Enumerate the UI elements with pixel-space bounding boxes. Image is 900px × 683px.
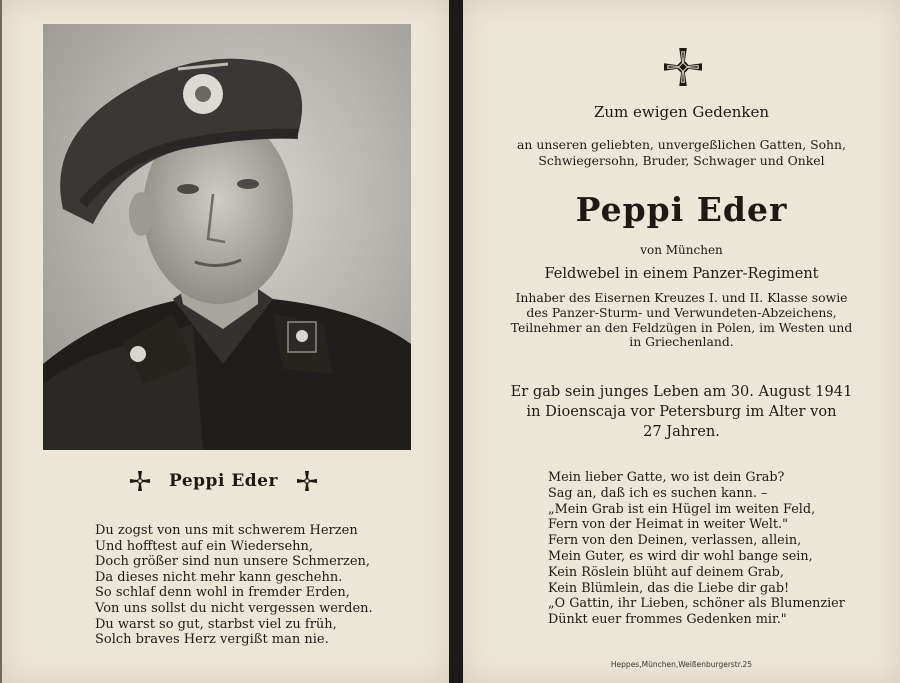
- poem-line: Kein Röslein blüht auf deinem Grab,: [548, 564, 784, 580]
- honors-line: Inhaber des Eisernen Kreuzes I. und II. Klasse sowie: [515, 290, 848, 305]
- honors-line: Teilnehmer an den Feldzügen in Polen, im Westen und: [510, 319, 853, 335]
- relation-line: an unseren geliebten, unvergeßlichen Gatten, Sohn,: [517, 137, 846, 152]
- honors-line: in Griechenland.: [629, 334, 734, 350]
- poem-line: So schlaf denn wohl in fremder Erden,: [95, 585, 350, 601]
- poem-line: Doch größer sind nun unsere Schmerzen,: [95, 554, 371, 570]
- poem-line: Mein Guter, es wird dir wohl bange sein,: [548, 548, 813, 564]
- poem-line: Von uns sollst du nicht vergessen werden.: [95, 600, 373, 616]
- honors-line: des Panzer-Sturm- und Verwundeten-Abzeichens,: [526, 304, 837, 320]
- left-panel-name: Peppi Eder: [169, 470, 278, 491]
- poem-line: Fern von der Heimat in weiter Welt.": [548, 517, 788, 533]
- honors-text: [463, 291, 900, 350]
- right-poem: [548, 470, 893, 628]
- death-line: Er gab sein junges Leben am 30. August 1941: [510, 383, 853, 400]
- poem-line: Und hofftest auf ein Wiedersehn,: [95, 538, 314, 554]
- poem-line: Du zogst von uns mit schwerem Herzen: [95, 523, 358, 538]
- poem-line: „O Gattin, ihr Lieben, schöner als Blumenzier: [548, 596, 845, 612]
- poem-line: Du warst so gut, starbst viel zu früh,: [95, 616, 337, 632]
- poem-line: Fern von den Deinen, verlassen, allein,: [548, 533, 802, 549]
- poem-line: Kein Blümlein, das die Liebe dir gab!: [548, 580, 790, 596]
- memorial-heading: Zum ewigen Gedenken: [593, 103, 770, 121]
- poem-line: Sag an, daß ich es suchen kann. –: [548, 485, 768, 501]
- relation-text: [463, 137, 900, 169]
- death-notice: [463, 382, 900, 442]
- poem-line: Mein lieber Gatte, wo ist dein Grab?: [548, 470, 785, 485]
- poem-line: Solch braves Herz vergißt man nie.: [95, 632, 329, 648]
- iron-cross-icon: [297, 471, 317, 491]
- portrait-photo: [43, 24, 411, 450]
- deceased-name: Peppi Eder: [575, 190, 788, 229]
- left-poem: [95, 523, 425, 648]
- printer-imprint: Heppes,München,Weißenburgerstr.25: [610, 660, 753, 669]
- rank-text: Feldwebel in einem Panzer-Regiment: [544, 266, 819, 282]
- poem-line: Dünkt euer frommes Gedenken mir.": [548, 612, 787, 628]
- poem-line: Da dieses nicht mehr kann geschehn.: [95, 569, 343, 585]
- iron-cross-icon: [130, 471, 150, 491]
- poem-line: „Mein Grab ist ein Hügel im weiten Feld,: [548, 501, 816, 517]
- left-name-row: [0, 470, 447, 491]
- origin-text: von München: [640, 243, 723, 257]
- card-spine: [449, 0, 463, 683]
- relation-line: Schwiegersohn, Bruder, Schwager und Onkel: [538, 153, 825, 168]
- death-line: in Dioenscaja vor Petersburg im Alter von: [526, 403, 837, 420]
- death-line: 27 Jahren.: [643, 423, 720, 440]
- iron-cross-icon: [664, 48, 702, 90]
